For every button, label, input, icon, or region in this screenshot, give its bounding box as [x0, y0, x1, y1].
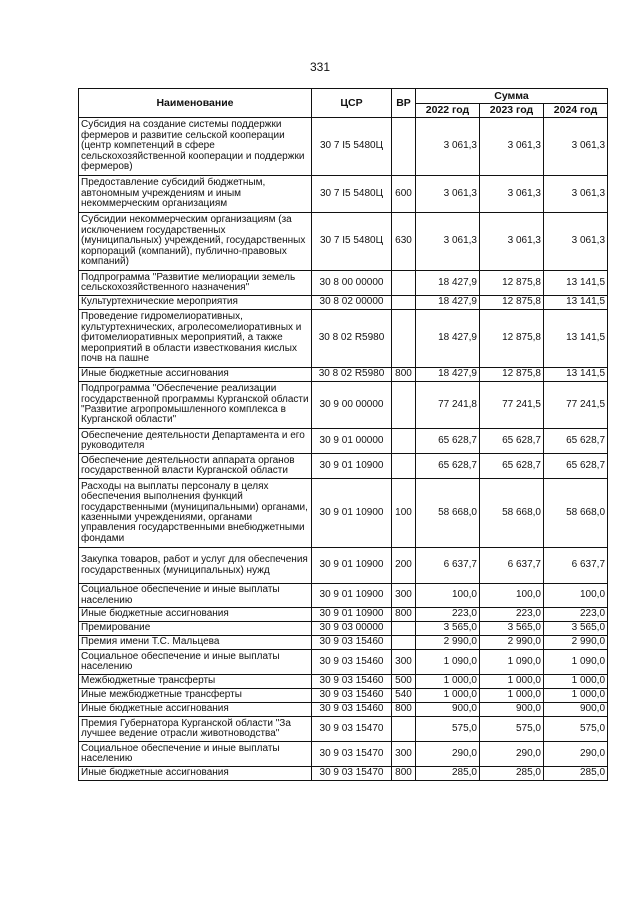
row-sum-2024: 65 628,7 — [544, 454, 608, 479]
row-csr: 30 7 I5 5480Ц — [312, 176, 392, 213]
row-sum-2022: 6 637,7 — [416, 548, 480, 584]
row-vr — [392, 429, 416, 454]
row-vr: 300 — [392, 650, 416, 675]
row-sum-2022: 65 628,7 — [416, 429, 480, 454]
row-sum-2022: 2 990,0 — [416, 636, 480, 650]
row-sum-2024: 65 628,7 — [544, 429, 608, 454]
row-sum-2024: 13 141,5 — [544, 296, 608, 310]
table-row — [79, 296, 608, 310]
row-name: Обеспечение деятельности Департамента и его руководителя — [79, 429, 312, 454]
row-sum-2023: 1 090,0 — [480, 650, 544, 675]
row-csr: 30 9 01 10900 — [312, 548, 392, 584]
header-vr: ВР — [392, 89, 416, 118]
row-sum-2024: 13 141,5 — [544, 368, 608, 382]
row-sum-2022: 1 000,0 — [416, 689, 480, 703]
row-sum-2024: 1 090,0 — [544, 650, 608, 675]
row-name: Иные бюджетные ассигнования — [79, 767, 312, 781]
row-vr — [392, 454, 416, 479]
row-name: Субсидии некоммерческим организациям (за исключением государственных (муниципальных) учреждений, государственных корпораций (компаний), публично-правовых компаний) — [79, 213, 312, 271]
row-sum-2023: 223,0 — [480, 608, 544, 622]
table-row — [79, 742, 608, 767]
row-sum-2024: 285,0 — [544, 767, 608, 781]
row-vr — [392, 296, 416, 310]
row-name: Премия Губернатора Курганской области "За лучшее ведение отрасли животноводства" — [79, 717, 312, 742]
row-vr — [392, 271, 416, 296]
row-sum-2023: 1 000,0 — [480, 675, 544, 689]
row-sum-2022: 18 427,9 — [416, 310, 480, 368]
row-sum-2024: 2 990,0 — [544, 636, 608, 650]
row-sum-2023: 12 875,8 — [480, 368, 544, 382]
row-sum-2024: 77 241,5 — [544, 382, 608, 429]
row-sum-2024: 3 061,3 — [544, 213, 608, 271]
row-sum-2022: 3 061,3 — [416, 176, 480, 213]
row-sum-2022: 223,0 — [416, 608, 480, 622]
row-vr: 800 — [392, 368, 416, 382]
table-row — [79, 368, 608, 382]
budget-table — [78, 88, 608, 781]
row-csr: 30 9 03 15470 — [312, 742, 392, 767]
row-name: Премия имени Т.С. Мальцева — [79, 636, 312, 650]
row-vr: 540 — [392, 689, 416, 703]
row-sum-2024: 58 668,0 — [544, 479, 608, 548]
row-sum-2023: 77 241,5 — [480, 382, 544, 429]
table-body — [79, 118, 608, 781]
row-name: Субсидия на создание системы поддержки фермеров и развитие сельской кооперации (центр компетенций в сфере сельскохозяйственной кооперации и поддержки фермеров) — [79, 118, 312, 176]
row-name: Подпрограмма "Развитие мелиорации земель сельскохозяйственного назначения" — [79, 271, 312, 296]
header-year-2024: 2024 год — [544, 104, 608, 118]
row-sum-2024: 3 061,3 — [544, 118, 608, 176]
row-csr: 30 9 03 15460 — [312, 636, 392, 650]
row-name: Подпрограмма "Обеспечение реализации государственной программы Курганской области "Развитие агропромышленного комплекса в Курганской области" — [79, 382, 312, 429]
row-sum-2024: 6 637,7 — [544, 548, 608, 584]
table-row — [79, 636, 608, 650]
row-sum-2023: 65 628,7 — [480, 454, 544, 479]
row-sum-2022: 1 000,0 — [416, 675, 480, 689]
row-sum-2023: 6 637,7 — [480, 548, 544, 584]
row-sum-2023: 290,0 — [480, 742, 544, 767]
row-sum-2022: 900,0 — [416, 703, 480, 717]
table-row — [79, 310, 608, 368]
row-name: Социальное обеспечение и иные выплаты населению — [79, 584, 312, 608]
table-row — [79, 176, 608, 213]
row-sum-2023: 900,0 — [480, 703, 544, 717]
row-vr — [392, 717, 416, 742]
row-sum-2022: 290,0 — [416, 742, 480, 767]
table-row — [79, 271, 608, 296]
row-name: Иные бюджетные ассигнования — [79, 608, 312, 622]
row-sum-2023: 100,0 — [480, 584, 544, 608]
row-vr: 800 — [392, 608, 416, 622]
row-csr: 30 9 01 10900 — [312, 608, 392, 622]
row-sum-2023: 3 061,3 — [480, 213, 544, 271]
row-vr: 600 — [392, 176, 416, 213]
row-sum-2023: 2 990,0 — [480, 636, 544, 650]
row-name: Социальное обеспечение и иные выплаты населению — [79, 742, 312, 767]
row-name: Социальное обеспечение и иные выплаты населению — [79, 650, 312, 675]
row-vr: 800 — [392, 703, 416, 717]
page-number: 331 — [309, 60, 331, 74]
row-sum-2023: 58 668,0 — [480, 479, 544, 548]
row-sum-2023: 3 061,3 — [480, 118, 544, 176]
row-sum-2023: 12 875,8 — [480, 296, 544, 310]
table-row — [79, 689, 608, 703]
row-sum-2023: 575,0 — [480, 717, 544, 742]
row-csr: 30 9 01 10900 — [312, 454, 392, 479]
row-sum-2023: 3 565,0 — [480, 622, 544, 636]
row-vr — [392, 382, 416, 429]
row-sum-2023: 3 061,3 — [480, 176, 544, 213]
row-vr — [392, 636, 416, 650]
row-vr: 300 — [392, 584, 416, 608]
table-row — [79, 479, 608, 548]
row-csr: 30 9 03 15460 — [312, 689, 392, 703]
header-sum: Сумма — [416, 89, 608, 104]
row-csr: 30 9 03 00000 — [312, 622, 392, 636]
row-vr — [392, 310, 416, 368]
row-vr: 500 — [392, 675, 416, 689]
table-row — [79, 650, 608, 675]
table-row — [79, 584, 608, 608]
row-csr: 30 9 03 15460 — [312, 703, 392, 717]
row-sum-2022: 18 427,9 — [416, 271, 480, 296]
table-row — [79, 213, 608, 271]
row-csr: 30 9 03 15460 — [312, 675, 392, 689]
table-row — [79, 454, 608, 479]
row-sum-2022: 77 241,8 — [416, 382, 480, 429]
row-csr: 30 8 00 00000 — [312, 271, 392, 296]
row-sum-2022: 3 565,0 — [416, 622, 480, 636]
table-row — [79, 675, 608, 689]
row-vr: 300 — [392, 742, 416, 767]
table-row — [79, 703, 608, 717]
header-csr: ЦСР — [312, 89, 392, 118]
row-name: Иные межбюджетные трансферты — [79, 689, 312, 703]
row-csr: 30 9 00 00000 — [312, 382, 392, 429]
row-vr — [392, 622, 416, 636]
row-name: Иные бюджетные ассигнования — [79, 703, 312, 717]
row-vr: 630 — [392, 213, 416, 271]
header-year-2022: 2022 год — [416, 104, 480, 118]
row-csr: 30 7 I5 5480Ц — [312, 213, 392, 271]
row-csr: 30 9 01 10900 — [312, 584, 392, 608]
row-sum-2022: 58 668,0 — [416, 479, 480, 548]
row-sum-2022: 285,0 — [416, 767, 480, 781]
row-sum-2024: 100,0 — [544, 584, 608, 608]
row-sum-2023: 1 000,0 — [480, 689, 544, 703]
row-csr: 30 8 02 R5980 — [312, 310, 392, 368]
row-sum-2024: 3 061,3 — [544, 176, 608, 213]
row-sum-2022: 1 090,0 — [416, 650, 480, 675]
row-csr: 30 9 01 00000 — [312, 429, 392, 454]
row-sum-2022: 3 061,3 — [416, 213, 480, 271]
row-sum-2024: 290,0 — [544, 742, 608, 767]
row-name: Обеспечение деятельности аппарата органов государственной власти Курганской области — [79, 454, 312, 479]
row-sum-2022: 18 427,9 — [416, 368, 480, 382]
row-name: Закупка товаров, работ и услуг для обеспечения государственных (муниципальных) нужд — [79, 548, 312, 584]
row-name: Расходы на выплаты персоналу в целях обеспечения выполнения функций государственными (муниципальными) органами, казенными учреждениями, органами управления государственными внебюджетными фондами — [79, 479, 312, 548]
row-csr: 30 8 02 00000 — [312, 296, 392, 310]
row-name: Иные бюджетные ассигнования — [79, 368, 312, 382]
row-sum-2024: 900,0 — [544, 703, 608, 717]
row-sum-2024: 3 565,0 — [544, 622, 608, 636]
header-year-2023: 2023 год — [480, 104, 544, 118]
table-row — [79, 429, 608, 454]
row-name: Премирование — [79, 622, 312, 636]
row-csr: 30 8 02 R5980 — [312, 368, 392, 382]
row-sum-2022: 18 427,9 — [416, 296, 480, 310]
row-sum-2022: 3 061,3 — [416, 118, 480, 176]
table-row — [79, 622, 608, 636]
row-vr: 800 — [392, 767, 416, 781]
row-sum-2024: 1 000,0 — [544, 689, 608, 703]
row-sum-2024: 223,0 — [544, 608, 608, 622]
table-row — [79, 548, 608, 584]
row-sum-2024: 13 141,5 — [544, 271, 608, 296]
row-name: Проведение гидромелиоративных, культуртехнических, агролесомелиоративных и фитомелиоративных мероприятий, а также мероприятий в области известкования кислых почв на пашне — [79, 310, 312, 368]
row-sum-2023: 65 628,7 — [480, 429, 544, 454]
row-name: Культуртехнические мероприятия — [79, 296, 312, 310]
row-sum-2024: 13 141,5 — [544, 310, 608, 368]
row-sum-2023: 12 875,8 — [480, 310, 544, 368]
row-vr: 100 — [392, 479, 416, 548]
row-sum-2022: 65 628,7 — [416, 454, 480, 479]
table-row — [79, 767, 608, 781]
row-sum-2022: 575,0 — [416, 717, 480, 742]
row-vr: 200 — [392, 548, 416, 584]
row-sum-2022: 100,0 — [416, 584, 480, 608]
table-row — [79, 118, 608, 176]
row-sum-2023: 285,0 — [480, 767, 544, 781]
table-row — [79, 717, 608, 742]
row-csr: 30 9 01 10900 — [312, 479, 392, 548]
row-sum-2023: 12 875,8 — [480, 271, 544, 296]
row-vr — [392, 118, 416, 176]
table-row — [79, 382, 608, 429]
row-csr: 30 7 I5 5480Ц — [312, 118, 392, 176]
row-name: Предоставление субсидий бюджетным, автономным учреждениям и иным некоммерческим организациям — [79, 176, 312, 213]
row-sum-2024: 575,0 — [544, 717, 608, 742]
table-row — [79, 608, 608, 622]
row-csr: 30 9 03 15460 — [312, 650, 392, 675]
row-csr: 30 9 03 15470 — [312, 717, 392, 742]
row-csr: 30 9 03 15470 — [312, 767, 392, 781]
row-sum-2024: 1 000,0 — [544, 675, 608, 689]
header-name: Наименование — [79, 89, 312, 118]
row-name: Межбюджетные трансферты — [79, 675, 312, 689]
